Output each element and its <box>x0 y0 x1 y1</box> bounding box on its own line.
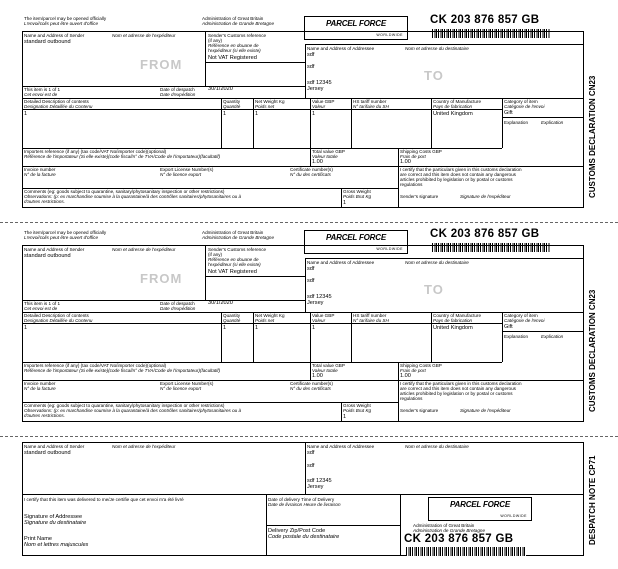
explanation-label-fr: Explication <box>541 334 564 339</box>
certify-line-3: articles prohibited by legislation or by postal or customs <box>400 391 513 396</box>
addressee-label-fr: Nom et adresse du destinataire <box>405 444 469 449</box>
shipping-label-fr: Frais de port <box>400 368 426 373</box>
col-desc-label: Detailed Description of contents <box>24 99 89 104</box>
admin-label: Administration of Great Britain <box>202 16 264 21</box>
gross-label: Gross Weight <box>343 189 371 194</box>
importer-label-fr: Référence de l'importateur (Si elle existe)(code fiscal/n° de TVA/Code de l'importateur)(facultatif) <box>24 154 221 159</box>
addressee-label-fr: Nom et adresse du destinataire <box>405 260 469 265</box>
item-count-label: This item is 1 of 1 <box>24 301 60 306</box>
total-value-label-fr: Valeur totale <box>312 368 338 373</box>
certify-line-1: I certify that the particulars given in this customs declaration <box>400 381 522 386</box>
cert-label-fr: N° du des certificats <box>290 386 331 391</box>
side-title: CUSTOMS DECLARATION CN23 <box>588 289 597 412</box>
addressee-line-4: Jersey <box>307 484 324 490</box>
admin-label-fr: Administration de Grande Bretagne <box>202 235 275 240</box>
shipping-value: 1.00 <box>400 373 411 379</box>
comments-label: Comments (eg: goods subject to quarantine, sanitary/phytosanitary inspection or other restrictions) <box>24 189 225 194</box>
admin-label: Administration of Great Britain <box>413 523 475 528</box>
delivery-date-label: Date of delivery Time of Delivery <box>268 497 335 502</box>
delivery-zip-label: Delivery Zip/Post Code <box>268 528 326 534</box>
addressee-label: Name and Address of Addressee <box>307 444 375 449</box>
export-label-fr: N° de licence export <box>160 172 202 177</box>
despatch-label: Date of despatch <box>160 87 195 92</box>
importer-label: Importers reference (if any) (tax code/VAT No/importer code)(optional) <box>24 363 167 368</box>
addressee-label-fr: Nom et adresse du destinataire <box>405 46 469 51</box>
side-title: CUSTOMS DECLARATION CN23 <box>588 75 597 198</box>
comments-label: Comments (eg: goods subject to quarantine, sanitary/phytosanitary inspection or other restrictions) <box>24 403 225 408</box>
to-watermark: TO <box>424 68 444 83</box>
item-count-label-fr: Cet envoi est de <box>24 306 58 311</box>
customs-ref-label-2: (if any) <box>208 38 223 43</box>
total-value-label: Total value GBP <box>312 363 345 368</box>
opened-label: The item/parcel may be opened officially <box>24 230 107 235</box>
col-desc-label-fr: Designation Détaillée du Contenu <box>24 104 93 109</box>
export-label: Export License Number(s) <box>160 167 214 172</box>
item-count-label: This item is 1 of 1 <box>24 87 60 92</box>
logo-subtext: WORLDWIDE <box>500 514 527 518</box>
addressee-line-4: Jersey <box>307 86 324 92</box>
item-count-label-fr: Cet envoi est de <box>24 92 58 97</box>
addressee-line-1: sdf <box>307 450 315 456</box>
customs-ref-label: Sender's Customs reference <box>208 247 267 252</box>
sender-label: Name and Address of Sender <box>24 444 85 449</box>
logo-text: PARCEL FORCE <box>450 500 510 509</box>
row-country: United Kingdom <box>433 325 473 331</box>
side-title: DESPATCH NOTE CP71 <box>588 455 597 545</box>
delivery-date-label-fr: Date de livraison Heure de livraison <box>268 502 341 507</box>
addressee-label: Name and Address of Addressee <box>307 260 375 265</box>
col-country-label-fr: Pays de fabrication <box>433 104 473 109</box>
delivery-zip-label-fr: Code postale du destinataire <box>268 534 340 540</box>
certify-line-4: regulations <box>400 396 423 401</box>
sender-label: Name and Address of Sender <box>24 33 85 38</box>
comments-label-fr-2: d'autres restrictions. <box>24 413 65 418</box>
col-weight-label: Net Weight Kg <box>255 313 285 318</box>
addressee-line-3: sdf 12345 <box>307 80 332 86</box>
col-hs-label: HS tariff number <box>353 99 387 104</box>
logo-text: PARCEL FORCE <box>326 19 386 28</box>
col-qty-label-fr: Quantité <box>223 104 241 109</box>
col-qty-label: Quantity <box>223 313 241 318</box>
row-qty: 1 <box>223 111 227 117</box>
col-weight-label: Net Weight Kg <box>255 99 285 104</box>
logo-subtext: WORLDWIDE <box>376 33 403 37</box>
sender-value: standard outbound <box>24 450 71 456</box>
category-value: Gift <box>504 110 513 116</box>
shipping-label: Shipping Costs GBP <box>400 149 442 154</box>
customs-ref-label-fr: Référence en douane de <box>208 257 259 262</box>
row-country: United Kingdom <box>433 111 473 117</box>
customs-ref-label-2: (if any) <box>208 252 223 257</box>
col-weight-label-fr: Poids net <box>255 104 275 109</box>
col-qty-label: Quantity <box>223 99 241 104</box>
logo-text: PARCEL FORCE <box>326 233 386 242</box>
tracking-number: CK 203 876 857 GB <box>430 228 540 240</box>
despatch-label-fr: Date d'expédition <box>160 306 196 311</box>
cert-label: Certificate number(s) <box>290 381 333 386</box>
gross-value: 1 <box>343 414 347 420</box>
sender-value: standard outbound <box>24 39 71 45</box>
barcode <box>406 547 526 556</box>
cert-label-fr: N° du des certificats <box>290 172 331 177</box>
category-value: Gift <box>504 324 513 330</box>
addressee-line-1: sdf <box>307 52 315 58</box>
col-hs-label-fr: N° tarifaire du SH <box>353 104 389 109</box>
total-value: 1.00 <box>312 159 323 165</box>
explanation-label: Explanation <box>504 120 529 125</box>
importer-label: Importers reference (if any) (tax code/VAT No/importer code)(optional) <box>24 149 167 154</box>
explanation-label: Explanation <box>504 334 529 339</box>
col-hs-label: HS tariff number <box>353 313 387 318</box>
comments-label-fr: Observations: (p: ex marchandise soumise à la quarantaine/à des contrôles sanitaires/phytosanitaires ou à <box>24 194 242 199</box>
to-watermark: TO <box>424 282 444 297</box>
despatch-label-fr: Date d'expédition <box>160 92 196 97</box>
col-country-label-fr: Pays de fabrication <box>433 318 473 323</box>
col-value-label-fr: Valeur <box>312 318 326 323</box>
invoice-label: Invoice number <box>24 381 56 386</box>
cert-label: Certificate number(s) <box>290 167 333 172</box>
sender-value: standard outbound <box>24 253 71 259</box>
col-value-label: Value GBP <box>312 313 335 318</box>
shipping-label: Shipping Costs GBP <box>400 363 442 368</box>
parcelforce-logo <box>428 497 532 521</box>
row-qty: 1 <box>223 325 227 331</box>
vat-value: Not VAT Registered <box>208 269 257 275</box>
explanation-label-fr: Explication <box>541 120 564 125</box>
importer-label-fr: Référence de l'importateur (Si elle existe)(code fiscal/n° de TVA/Code de l'importateur)(facultatif) <box>24 368 221 373</box>
col-weight-label-fr: Poids net <box>255 318 275 323</box>
print-name-label-fr: Nom et lettres majuscules <box>24 542 89 548</box>
addressee-line-3: sdf 12345 <box>307 478 332 484</box>
customs-ref-label-fr-2: l'expéditeur (si elle existe) <box>208 48 261 53</box>
row-desc: 1 <box>24 111 28 117</box>
row-weight: 1 <box>255 111 259 117</box>
col-hs-label-fr: N° tarifaire du SH <box>353 318 389 323</box>
signature-label-fr: Signature de l'expéditeur <box>460 194 511 199</box>
despatch-value: 30/1/2020 <box>208 300 233 306</box>
row-value: 1 <box>312 111 316 117</box>
addressee-signature-label-fr: Signature du destinataire <box>24 520 87 526</box>
admin-label: Administration of Great Britain <box>202 230 264 235</box>
admin-label-fr: Administration de Grande Bretagne <box>413 528 486 533</box>
signature-label-fr: Signature de l'expéditeur <box>460 408 511 413</box>
opened-label-fr: L'envoi/colis peut être ouvert d'office <box>24 21 99 26</box>
customs-ref-label-fr: Référence en douane de <box>208 43 259 48</box>
comments-label-fr: Observations: (p: ex marchandise soumise à la quarantaine/à des contrôles sanitaires/phytosanitaires ou à <box>24 408 242 413</box>
col-qty-label-fr: Quantité <box>223 318 241 323</box>
col-category-label-fr: Catégorie de l'envoi <box>504 318 545 323</box>
col-category-label-fr: Catégorie de l'envoi <box>504 104 545 109</box>
addressee-line-3: sdf 12345 <box>307 294 332 300</box>
certify-line-2: are correct and this item does not contain any dangerous <box>400 172 516 177</box>
row-weight: 1 <box>255 325 259 331</box>
customs-ref-label-fr-2: l'expéditeur (si elle existe) <box>208 262 261 267</box>
invoice-label-fr: N° de la facture <box>24 386 56 391</box>
from-watermark: FROM <box>140 271 183 286</box>
row-desc: 1 <box>24 325 28 331</box>
logo-subtext: WORLDWIDE <box>376 247 403 251</box>
row-value: 1 <box>312 325 316 331</box>
tracking-number: CK 203 876 857 GB <box>430 14 540 26</box>
signature-label: Sender's signature <box>400 194 439 199</box>
sender-label-fr: Nom et adresse de l'expéditeur <box>112 33 176 38</box>
sender-label-fr: Nom et adresse de l'expéditeur <box>112 444 176 449</box>
addressee-signature-label: Signature of Addressee <box>24 514 83 520</box>
comments-label-fr-2: d'autres restrictions. <box>24 199 65 204</box>
certify-line-1: I certify that the particulars given in this customs declaration <box>400 167 522 172</box>
col-value-label: Value GBP <box>312 99 335 104</box>
sender-label-fr: Nom et adresse de l'expéditeur <box>112 247 176 252</box>
admin-label-fr: Administration de Grande Bretagne <box>202 21 275 26</box>
certify-line-4: regulations <box>400 182 423 187</box>
from-watermark: FROM <box>140 57 183 72</box>
gross-label: Gross Weight <box>343 403 371 408</box>
col-value-label-fr: Valeur <box>312 104 326 109</box>
total-value: 1.00 <box>312 373 323 379</box>
perforation-2 <box>0 436 618 437</box>
invoice-label-fr: N° de la facture <box>24 172 56 177</box>
addressee-line-2: sdf <box>307 64 315 70</box>
despatch-label: Date of despatch <box>160 301 195 306</box>
delivered-label: I certify that this item was delivered to me/Je certifie que cet envoi m'a été livré <box>24 497 184 502</box>
col-category-label: Category of item <box>504 99 538 104</box>
sender-label: Name and Address of Sender <box>24 247 85 252</box>
opened-label: The item/parcel may be opened officially <box>24 16 107 21</box>
addressee-line-1: sdf <box>307 266 315 272</box>
addressee-line-4: Jersey <box>307 300 324 306</box>
print-name-label: Print Name <box>24 536 52 542</box>
vat-value: Not VAT Registered <box>208 55 257 61</box>
gross-value: 1 <box>343 200 347 206</box>
col-country-label: Country of Manufacture <box>433 313 482 318</box>
despatch-value: 30/1/2020 <box>208 86 233 92</box>
tracking-number: CK 203 876 857 GB <box>404 533 514 545</box>
total-value-label: Total value GBP <box>312 149 345 154</box>
customs-ref-label: Sender's Customs reference <box>208 33 267 38</box>
invoice-label: Invoice number <box>24 167 56 172</box>
customs-declaration-2 <box>0 214 618 434</box>
export-label-fr: N° de licence export <box>160 386 202 391</box>
col-desc-label-fr: Designation Détaillée du Contenu <box>24 318 93 323</box>
opened-label-fr: L'envoi/colis peut être ouvert d'office <box>24 235 99 240</box>
addressee-line-2: sdf <box>307 278 315 284</box>
certify-line-2: are correct and this item does not contain any dangerous <box>400 386 516 391</box>
shipping-label-fr: Frais de port <box>400 154 426 159</box>
gross-label-fr: Poids Brut Kg <box>343 408 372 413</box>
export-label: Export License Number(s) <box>160 381 214 386</box>
col-category-label: Category of item <box>504 313 538 318</box>
signature-label: Sender's signature <box>400 408 439 413</box>
col-desc-label: Detailed Description of contents <box>24 313 89 318</box>
addressee-line-2: sdf <box>307 463 315 469</box>
shipping-value: 1.00 <box>400 159 411 165</box>
gross-label-fr: Poids Brut Kg <box>343 194 372 199</box>
certify-line-3: articles prohibited by legislation or by postal or customs <box>400 177 513 182</box>
total-value-label-fr: Valeur totale <box>312 154 338 159</box>
col-country-label: Country of Manufacture <box>433 99 482 104</box>
addressee-label: Name and Address of Addressee <box>307 46 375 51</box>
